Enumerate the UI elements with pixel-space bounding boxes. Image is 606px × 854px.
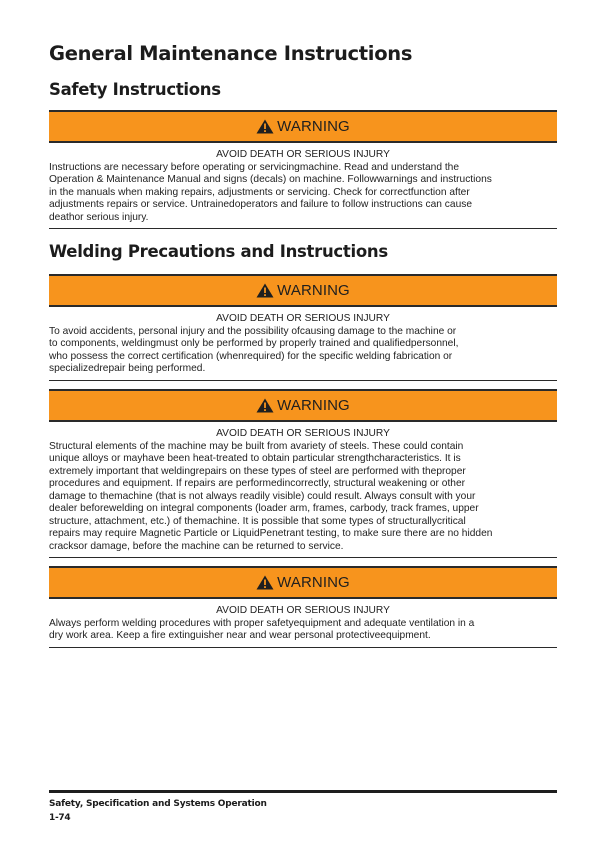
warning-triangle-icon bbox=[256, 119, 274, 134]
section-title-safety-instructions: Safety Instructions bbox=[49, 80, 221, 99]
warning-block bbox=[49, 274, 557, 381]
warning-bar bbox=[49, 566, 557, 599]
warning-headline: AVOID DEATH OR SERIOUS INJURY bbox=[216, 428, 390, 439]
footer-page-number: 1-74 bbox=[49, 813, 71, 823]
warning-body bbox=[49, 422, 557, 558]
warning-body bbox=[49, 599, 557, 648]
warning-text: Structural elements of the machine may be built from avariety of steels. These could contain unique alloys or mayhave been heat-treated to obtain particular strengthcharacteristics. It is extremely important that weldingrepairs on these types of steel are performed with theproper procedures and equipment. If repairs are performedincorrectly, structural weakening or other damage to themachine (that is not always readily visible) could result. Always consult with your dealer beforewelding on integral components (loader arm, frames, carbody, track frames, upper structure, attachment, etc.) of themachine. It is possible that some types of structurallycritical repairs may require Magnetic Particle or LiquidPenetrant testing, to make sure there are no hidden cracksor damage, before the machine can be returned to service. bbox=[49, 440, 493, 552]
page-title: General Maintenance Instructions bbox=[49, 42, 413, 65]
warning-label: WARNING bbox=[277, 118, 350, 135]
footer-divider bbox=[49, 790, 557, 793]
warning-text: Always perform welding procedures with proper safetyequipment and adequate ventilation in a dry work area. Keep a fire extinguisher near and wear personal protectiveequipment. bbox=[49, 617, 475, 641]
warning-text: To avoid accidents, personal injury and the possibility ofcausing damage to the machine or to components, weldingmust only be performed by properly trained and qualifiedpersonnel, who possess the correct certification (whenrequired) for the specific welding fabrication or specializedrepair being performed. bbox=[49, 325, 459, 374]
warning-body bbox=[49, 143, 557, 229]
warning-text: Instructions are necessary before operating or servicingmachine. Read and understand the Operation & Maintenance Manual and signs (decals) on machine. Followwarnings and instructions in the manuals when making repairs, adjustments or servicing. Check for correctfunction after adjustments repairs or service. Untrainedoperators and failure to follow instructions can cause deathor serious injury. bbox=[49, 161, 492, 223]
warning-bar bbox=[49, 274, 557, 307]
warning-bar bbox=[49, 110, 557, 143]
warning-block bbox=[49, 566, 557, 648]
warning-block bbox=[49, 389, 557, 558]
warning-label: WARNING bbox=[277, 282, 350, 299]
warning-body bbox=[49, 307, 557, 381]
warning-triangle-icon bbox=[256, 283, 274, 298]
warning-label: WARNING bbox=[277, 397, 350, 414]
warning-headline: AVOID DEATH OR SERIOUS INJURY bbox=[216, 149, 390, 160]
warning-bar bbox=[49, 389, 557, 422]
warning-label: WARNING bbox=[277, 574, 350, 591]
section-title-welding-precautions: Welding Precautions and Instructions bbox=[49, 242, 388, 261]
warning-triangle-icon bbox=[256, 398, 274, 413]
footer-document-title: Safety, Specification and Systems Operation bbox=[49, 799, 267, 809]
warning-headline: AVOID DEATH OR SERIOUS INJURY bbox=[216, 605, 390, 616]
warning-triangle-icon bbox=[256, 575, 274, 590]
warning-block bbox=[49, 110, 557, 229]
warning-headline: AVOID DEATH OR SERIOUS INJURY bbox=[216, 313, 390, 324]
